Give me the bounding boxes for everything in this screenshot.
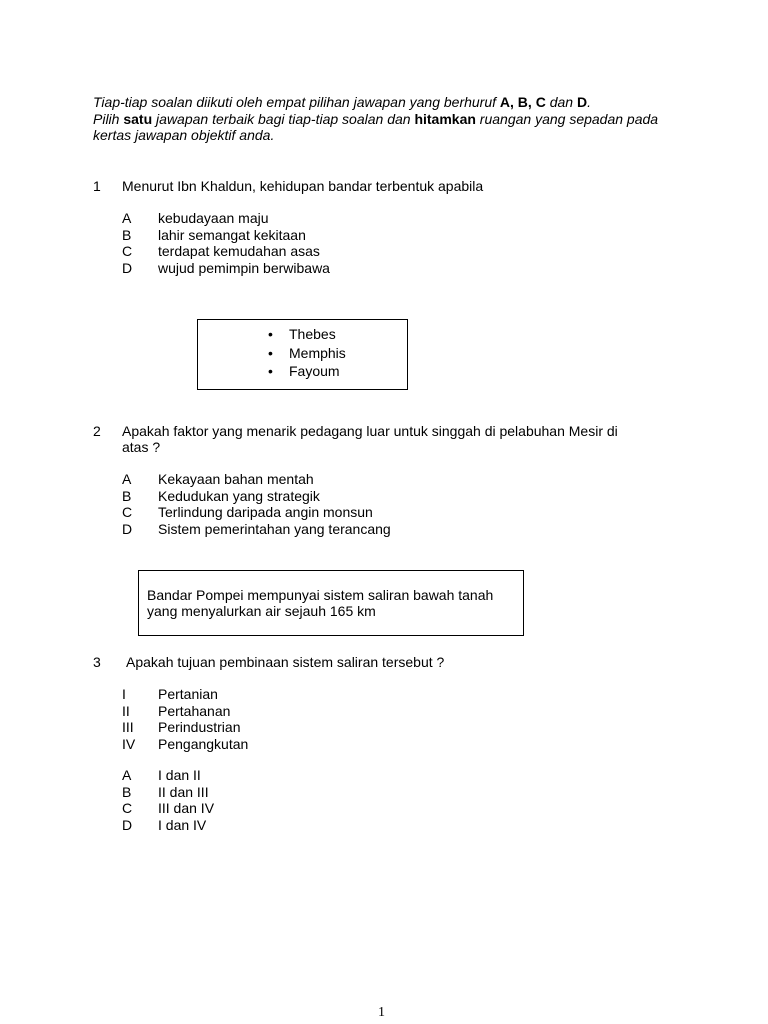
bullet-item: • Thebes — [268, 326, 336, 342]
instr-l1-pre: Tiap-tiap soalan diikuti oleh empat pilihan jawapan yang berhuruf — [93, 94, 500, 110]
q1-text: Menurut Ibn Khaldun, kehidupan bandar terbentuk apabila — [122, 178, 484, 194]
q1-option-c: C terdapat kemudahan asas — [122, 243, 320, 259]
q3-statement-3: III Perindustrian — [122, 719, 241, 735]
instr-l2-pre: Pilih — [93, 110, 124, 127]
instructions — [93, 94, 693, 144]
q3-option-c: C III dan IV — [122, 800, 215, 816]
page-number: 1 — [378, 1005, 385, 1020]
q3-option-a: A I dan II — [122, 767, 201, 783]
instr-l2-end: ruangan yang sepadan pada kertas jawapan objektif anda. — [93, 110, 659, 143]
instr-l1-bold: A, B, C — [499, 94, 546, 110]
q3-statement-1: I Pertanian — [122, 686, 218, 702]
box2-line1: Bandar Pompei mempunyai sistem saliran bawah tanah — [147, 587, 494, 603]
bullet-item: • Memphis — [268, 345, 346, 361]
q1-option-a: A kebudayaan maju — [122, 210, 269, 226]
q2-option-b: B Kedudukan yang strategik — [122, 487, 320, 504]
box2-line2: yang menyalurkan air sejauh 165 km — [147, 603, 376, 619]
instr-l1-mid: dan — [545, 94, 577, 110]
instr-l2-bold1: satu — [123, 110, 153, 127]
q2-option-c: C Terlindung daripada angin monsun — [122, 504, 373, 520]
q3-text: Apakah tujuan pembinaan sistem saliran tersebut ? — [126, 654, 445, 670]
q1-number: 1 — [93, 178, 101, 194]
q3-number: 3 — [93, 654, 101, 670]
instr-l2-bold2: hitamkan — [414, 110, 476, 127]
q3-option-b: B II dan III — [122, 783, 209, 800]
q3-option-d: D I dan IV — [122, 816, 207, 833]
bullet-item: • Fayoum — [268, 363, 340, 379]
q2-number: 2 — [93, 423, 101, 439]
q2-option-a: A Kekayaan bahan mentah — [122, 471, 314, 487]
instr-l1-d: D — [576, 94, 588, 110]
q1-option-d: D wujud pemimpin berwibawa — [122, 259, 330, 276]
q1-option-b: B lahir semangat kekitaan — [122, 226, 306, 243]
stimulus-box-pompei — [138, 570, 524, 636]
q3-statement-2: II Pertahanan — [122, 702, 231, 719]
instr-l2-mid: jawapan terbaik bagi tiap-tiap soalan dan — [152, 110, 415, 127]
instr-l1-end: . — [587, 94, 591, 110]
q2-option-d: D Sistem pemerintahan yang terancang — [122, 520, 391, 537]
q3-statement-4: IV Pengangkutan — [122, 735, 249, 752]
q2-text: Apakah faktor yang menarik pedagang luar untuk singgah di pelabuhan Mesir di atas ? — [122, 423, 618, 455]
stimulus-box-places — [197, 319, 408, 390]
